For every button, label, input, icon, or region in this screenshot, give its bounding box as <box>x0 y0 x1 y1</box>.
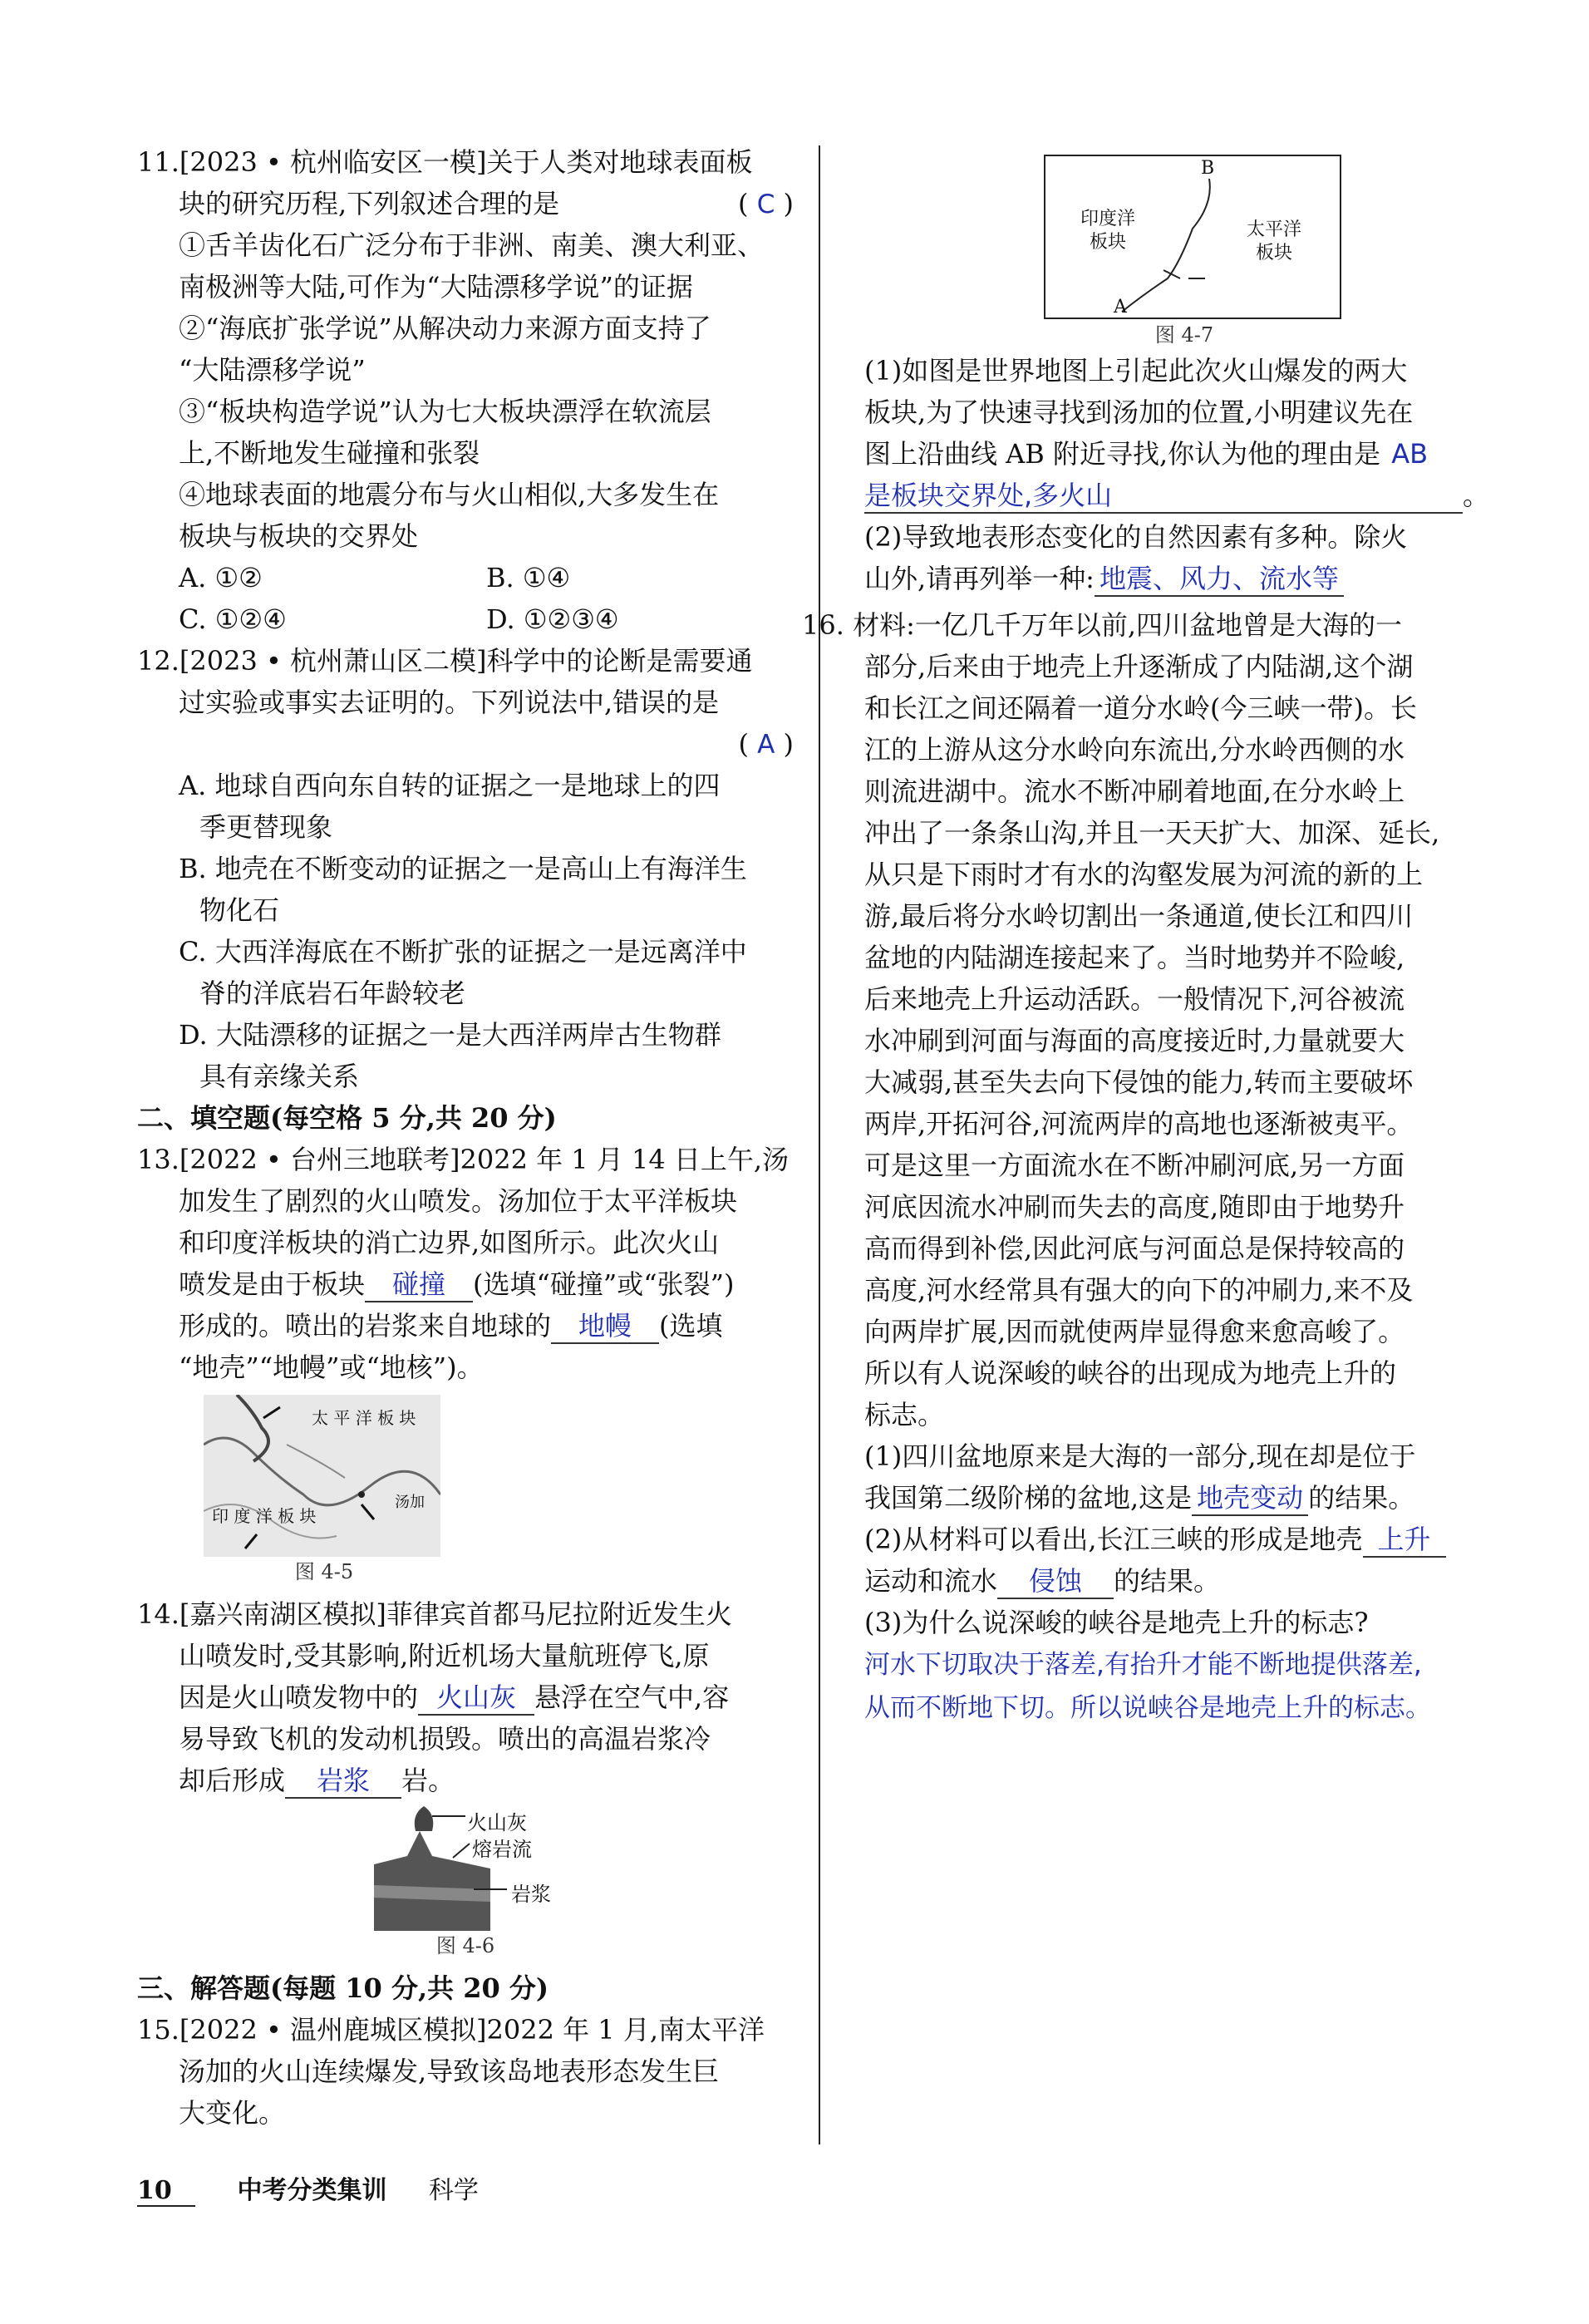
question-15-stem <box>137 2009 794 2134</box>
figure-4-7 <box>1043 154 1342 320</box>
answer-blank[interactable]: 地幔 <box>551 1309 659 1344</box>
question-11 <box>137 141 794 640</box>
figure-point-a: A <box>1114 297 1127 318</box>
statement-2: “大陆漂移学说” <box>179 354 366 386</box>
option-a: 季更替现象 <box>199 811 333 843</box>
material-text: 高度,河水经常具有强大的向下的冲刷力,来不及 <box>864 1274 1414 1306</box>
material-text: 则流进湖中。流水不断冲刷着地面,在分水岭上 <box>864 775 1405 807</box>
answer-blank[interactable]: 是板块交界处,多火山 <box>864 479 1463 514</box>
question-stem: 因是火山喷发物中的 <box>179 1681 419 1713</box>
option-b: B. ①④ <box>486 562 571 593</box>
question-stem: 块的研究历程,下列叙述合理的是 <box>179 188 560 219</box>
left-column <box>137 141 794 2134</box>
option-b: 物化石 <box>199 894 280 926</box>
sub-question-2: (2)导致地表形态变化的自然因素有多种。除火 <box>864 521 1408 553</box>
material-text: 部分,后来由于地壳上升逐渐成了内陆湖,这个湖 <box>864 651 1414 682</box>
answer-text[interactable]: AB <box>1391 438 1429 470</box>
page-number: 10 <box>137 2176 195 2207</box>
question-stem: 大变化。 <box>179 2097 286 2129</box>
question-stem: (选填“碰撞”或“张裂”) <box>473 1268 735 1300</box>
sub-question-2: (2)从材料可以看出,长江三峡的形成是地壳 <box>864 1524 1363 1555</box>
statement-3: ③“板块构造学说”认为七大板块漂浮在软流层 <box>179 396 711 427</box>
answer-blank[interactable]: 上升 <box>1363 1523 1446 1558</box>
book-title: 中考分类集训 <box>237 2176 387 2205</box>
answer-text[interactable]: 河水下切取决于落差,有抬升才能不断地提供落差, <box>864 1650 1422 1680</box>
material-text: 后来地壳上升运动活跃。一般情况下,河谷被流 <box>864 983 1405 1015</box>
question-stem: [2023 • 杭州临安区一模]关于人类对地球表面板 <box>179 146 753 178</box>
option-d: D. 大陆漂移的证据之一是大西洋两岸古生物群 <box>179 1019 721 1051</box>
material-text: 从只是下雨时才有水的沟壑发展为河流的新的上 <box>864 859 1424 890</box>
statement-1: ①舌羊齿化石广泛分布于非洲、南美、澳大利亚、 <box>179 229 765 261</box>
option-d: D. ①②③④ <box>486 603 619 635</box>
question-13 <box>137 1139 794 1587</box>
figure-label-indian-plate: 印 度 洋 板 块 <box>212 1506 317 1526</box>
question-stem: “地壳”“地幔”或“地核”)。 <box>179 1352 484 1383</box>
sub-question-1: 我国第二级阶梯的盆地,这是 <box>864 1482 1193 1514</box>
figure-4-5 <box>204 1395 440 1557</box>
page-footer <box>137 2169 479 2207</box>
material-text: 向两岸扩展,因而就使两岸显得愈来愈高峻了。 <box>864 1316 1405 1347</box>
figure-label-tonga: 汤加 <box>395 1494 425 1511</box>
material-text: 标志。 <box>864 1399 945 1430</box>
figure-label-indian-plate: 印度洋 板块 <box>1080 209 1136 253</box>
question-stem: 岩。 <box>401 1765 455 1796</box>
option-a: A. 地球自西向东自转的证据之一是地球上的四 <box>179 770 721 801</box>
question-stem: 山喷发时,受其影响,附近机场大量航班停飞,原 <box>179 1640 710 1672</box>
figure-caption: 图 4-7 <box>1154 323 1214 347</box>
question-16 <box>802 604 1504 1730</box>
question-number: 11. <box>137 146 180 178</box>
option-c: 脊的洋底岩石年龄较老 <box>199 977 466 1009</box>
material-text: 河底因流水冲刷而失去的高度,随即由于地势升 <box>864 1191 1405 1223</box>
sub-question-3: (3)为什么说深峻的峡谷是地壳上升的标志? <box>864 1607 1369 1638</box>
subject-name: 科学 <box>428 2176 479 2205</box>
right-column <box>802 141 1504 1730</box>
figure-label-pacific-plate: 太平洋 板块 <box>1247 219 1302 263</box>
option-c: C. 大西洋海底在不断扩张的证据之一是远离洋中 <box>179 936 747 968</box>
option-a: A. ①② <box>179 562 263 593</box>
sub-question-1: 板块,为了快速寻找到汤加的位置,小明建议先在 <box>864 396 1414 428</box>
figure-label-lava: 熔岩流 <box>472 1838 532 1861</box>
question-number: 14. <box>137 1598 180 1630</box>
question-stem: 却后形成 <box>179 1765 286 1796</box>
figure-caption: 图 4-5 <box>294 1560 354 1583</box>
sub-question-1: (1)四川盆地原来是大海的一部分,现在却是位于 <box>864 1440 1416 1472</box>
question-15-parts: B A 印度洋 板块 太平洋 板块 图 4-7 (1)如图是世界地图上引起此次火山爆发的两大 板块,为了快速寻找到汤加的位置,小明建议先在 图上沿曲线 AB 附近寻找,你认为他的理由是 AB 是板块交界处,多火山 。 (2)导致地表形态变化的自然因素有多种。除火 山外,请再列举一种: 地震、风力、流水等 <box>864 154 1504 599</box>
sub-question-1: 的结果。 <box>1308 1482 1415 1514</box>
question-number: 13. <box>137 1144 180 1175</box>
sub-question-2: 的结果。 <box>1114 1565 1221 1597</box>
answer-blank[interactable]: 地壳变动 <box>1192 1481 1308 1516</box>
sub-question-2: 山外,请再列举一种: <box>864 563 1095 594</box>
figure-label-pacific-plate: 太 平 洋 板 块 <box>312 1408 416 1428</box>
question-stem: 汤加的火山连续爆发,导致该岛地表形态发生巨 <box>179 2056 720 2087</box>
material-text: 大减弱,甚至失去向下侵蚀的能力,转而主要破坏 <box>864 1066 1414 1098</box>
figure-4-6 <box>374 1806 590 1931</box>
question-stem: 悬浮在空气中,容 <box>534 1681 730 1713</box>
answer-paren: ( A ) <box>738 728 794 760</box>
question-stem: 形成的。喷出的岩浆来自地球的 <box>179 1310 552 1342</box>
material-text: 冲出了一条条山沟,并且一天天扩大、加深、延长, <box>864 817 1440 849</box>
answer-blank[interactable]: 地震、风力、流水等 <box>1095 562 1344 597</box>
question-number: 15. <box>137 2014 180 2046</box>
material-text: 两岸,开拓河谷,河流两岸的高地也逐渐被夷平。 <box>864 1108 1414 1140</box>
figure-label-magma: 岩浆 <box>511 1883 551 1906</box>
material-text: 可是这里一方面流水在不断冲刷河底,另一方面 <box>864 1150 1405 1181</box>
answer-choice: C <box>756 190 775 219</box>
sub-question-2: 运动和流水 <box>864 1565 998 1597</box>
statement-3: 上,不断地发生碰撞和张裂 <box>179 437 480 469</box>
sub-question-1: (1)如图是世界地图上引起此次火山爆发的两大 <box>864 355 1408 387</box>
answer-blank[interactable]: 岩浆 <box>285 1764 401 1799</box>
question-stem: 喷发是由于板块 <box>179 1268 366 1300</box>
material-text: 盆地的内陆湖连接起来了。当时地势并不险峻, <box>864 942 1405 973</box>
answer-paren: ( C ) <box>738 188 794 219</box>
material-text: 游,最后将分水岭切割出一条通道,使长江和四川 <box>864 900 1414 932</box>
material-passage <box>802 646 1504 1730</box>
sub-question-1: 图上沿曲线 AB 附近寻找,你认为他的理由是 <box>864 438 1381 470</box>
answer-choice: A <box>757 730 775 760</box>
answer-blank[interactable]: 碰撞 <box>365 1268 473 1302</box>
material-text: 江的上游从这分水岭向东流出,分水岭西侧的水 <box>864 734 1405 766</box>
question-stem: 过实验或事实去证明的。下列说法中,错误的是 <box>179 687 720 718</box>
option-d: 具有亲缘关系 <box>199 1061 360 1092</box>
question-stem: [2023 • 杭州萧山区二模]科学中的论断是需要通 <box>179 645 753 677</box>
question-number: 12. <box>137 645 180 677</box>
statement-1: 南极洲等大陆,可作为“大陆漂移学说”的证据 <box>179 271 693 303</box>
question-stem: [嘉兴南湖区模拟]菲律宾首都马尼拉附近发生火 <box>179 1598 732 1630</box>
question-14 <box>137 1593 794 1961</box>
question-stem: [2022 • 台州三地联考]2022 年 1 月 14 日上午,汤 <box>179 1144 790 1175</box>
figure-label-ash: 火山灰 <box>467 1811 527 1834</box>
question-number: 16. <box>802 609 844 641</box>
section-heading: 二、填空题(每空格 5 分,共 20 分) <box>137 1102 557 1134</box>
question-12 <box>137 640 794 1097</box>
answer-text[interactable]: 从而不断地下切。所以说峡谷是地壳上升的标志。 <box>864 1693 1431 1723</box>
material-text: 高而得到补偿,因此河底与河面总是保持较高的 <box>864 1233 1405 1264</box>
figure-point-b: B <box>1201 158 1215 179</box>
question-stem: 和印度洋板块的消亡边界,如图所示。此次火山 <box>179 1227 720 1258</box>
question-stem: 加发生了剧烈的火山喷发。汤加位于太平洋板块 <box>179 1185 738 1217</box>
material-text: 材料:一亿几千万年以前,四川盆地曾是大海的一 <box>853 609 1403 641</box>
statement-4: ④地球表面的地震分布与火山相似,大多发生在 <box>179 479 720 510</box>
statement-4: 板块与板块的交界处 <box>179 520 419 552</box>
answer-blank[interactable]: 火山灰 <box>418 1681 534 1716</box>
material-text: 水冲刷到河面与海面的高度接近时,力量就要大 <box>864 1025 1405 1056</box>
figure-caption: 图 4-6 <box>435 1934 495 1957</box>
option-b: B. 地壳在不断变动的证据之一是高山上有海洋生 <box>179 853 747 884</box>
answer-blank[interactable]: 侵蚀 <box>997 1564 1114 1599</box>
section-heading: 三、解答题(每题 10 分,共 20 分) <box>137 1972 549 2004</box>
question-stem: (选填 <box>659 1310 723 1342</box>
question-stem: 易导致飞机的发动机损毁。喷出的高温岩浆冷 <box>179 1723 711 1755</box>
statement-2: ②“海底扩张学说”从解决动力来源方面支持了 <box>179 313 711 344</box>
material-text: 和长江之间还隔着一道分水岭(今三峡一带)。长 <box>864 692 1417 724</box>
question-stem: [2022 • 温州鹿城区模拟]2022 年 1 月,南太平洋 <box>179 2014 765 2046</box>
material-text: 所以有人说深峻的峡谷的出现成为地壳上升的 <box>864 1357 1397 1389</box>
option-c: C. ①②④ <box>179 603 287 635</box>
